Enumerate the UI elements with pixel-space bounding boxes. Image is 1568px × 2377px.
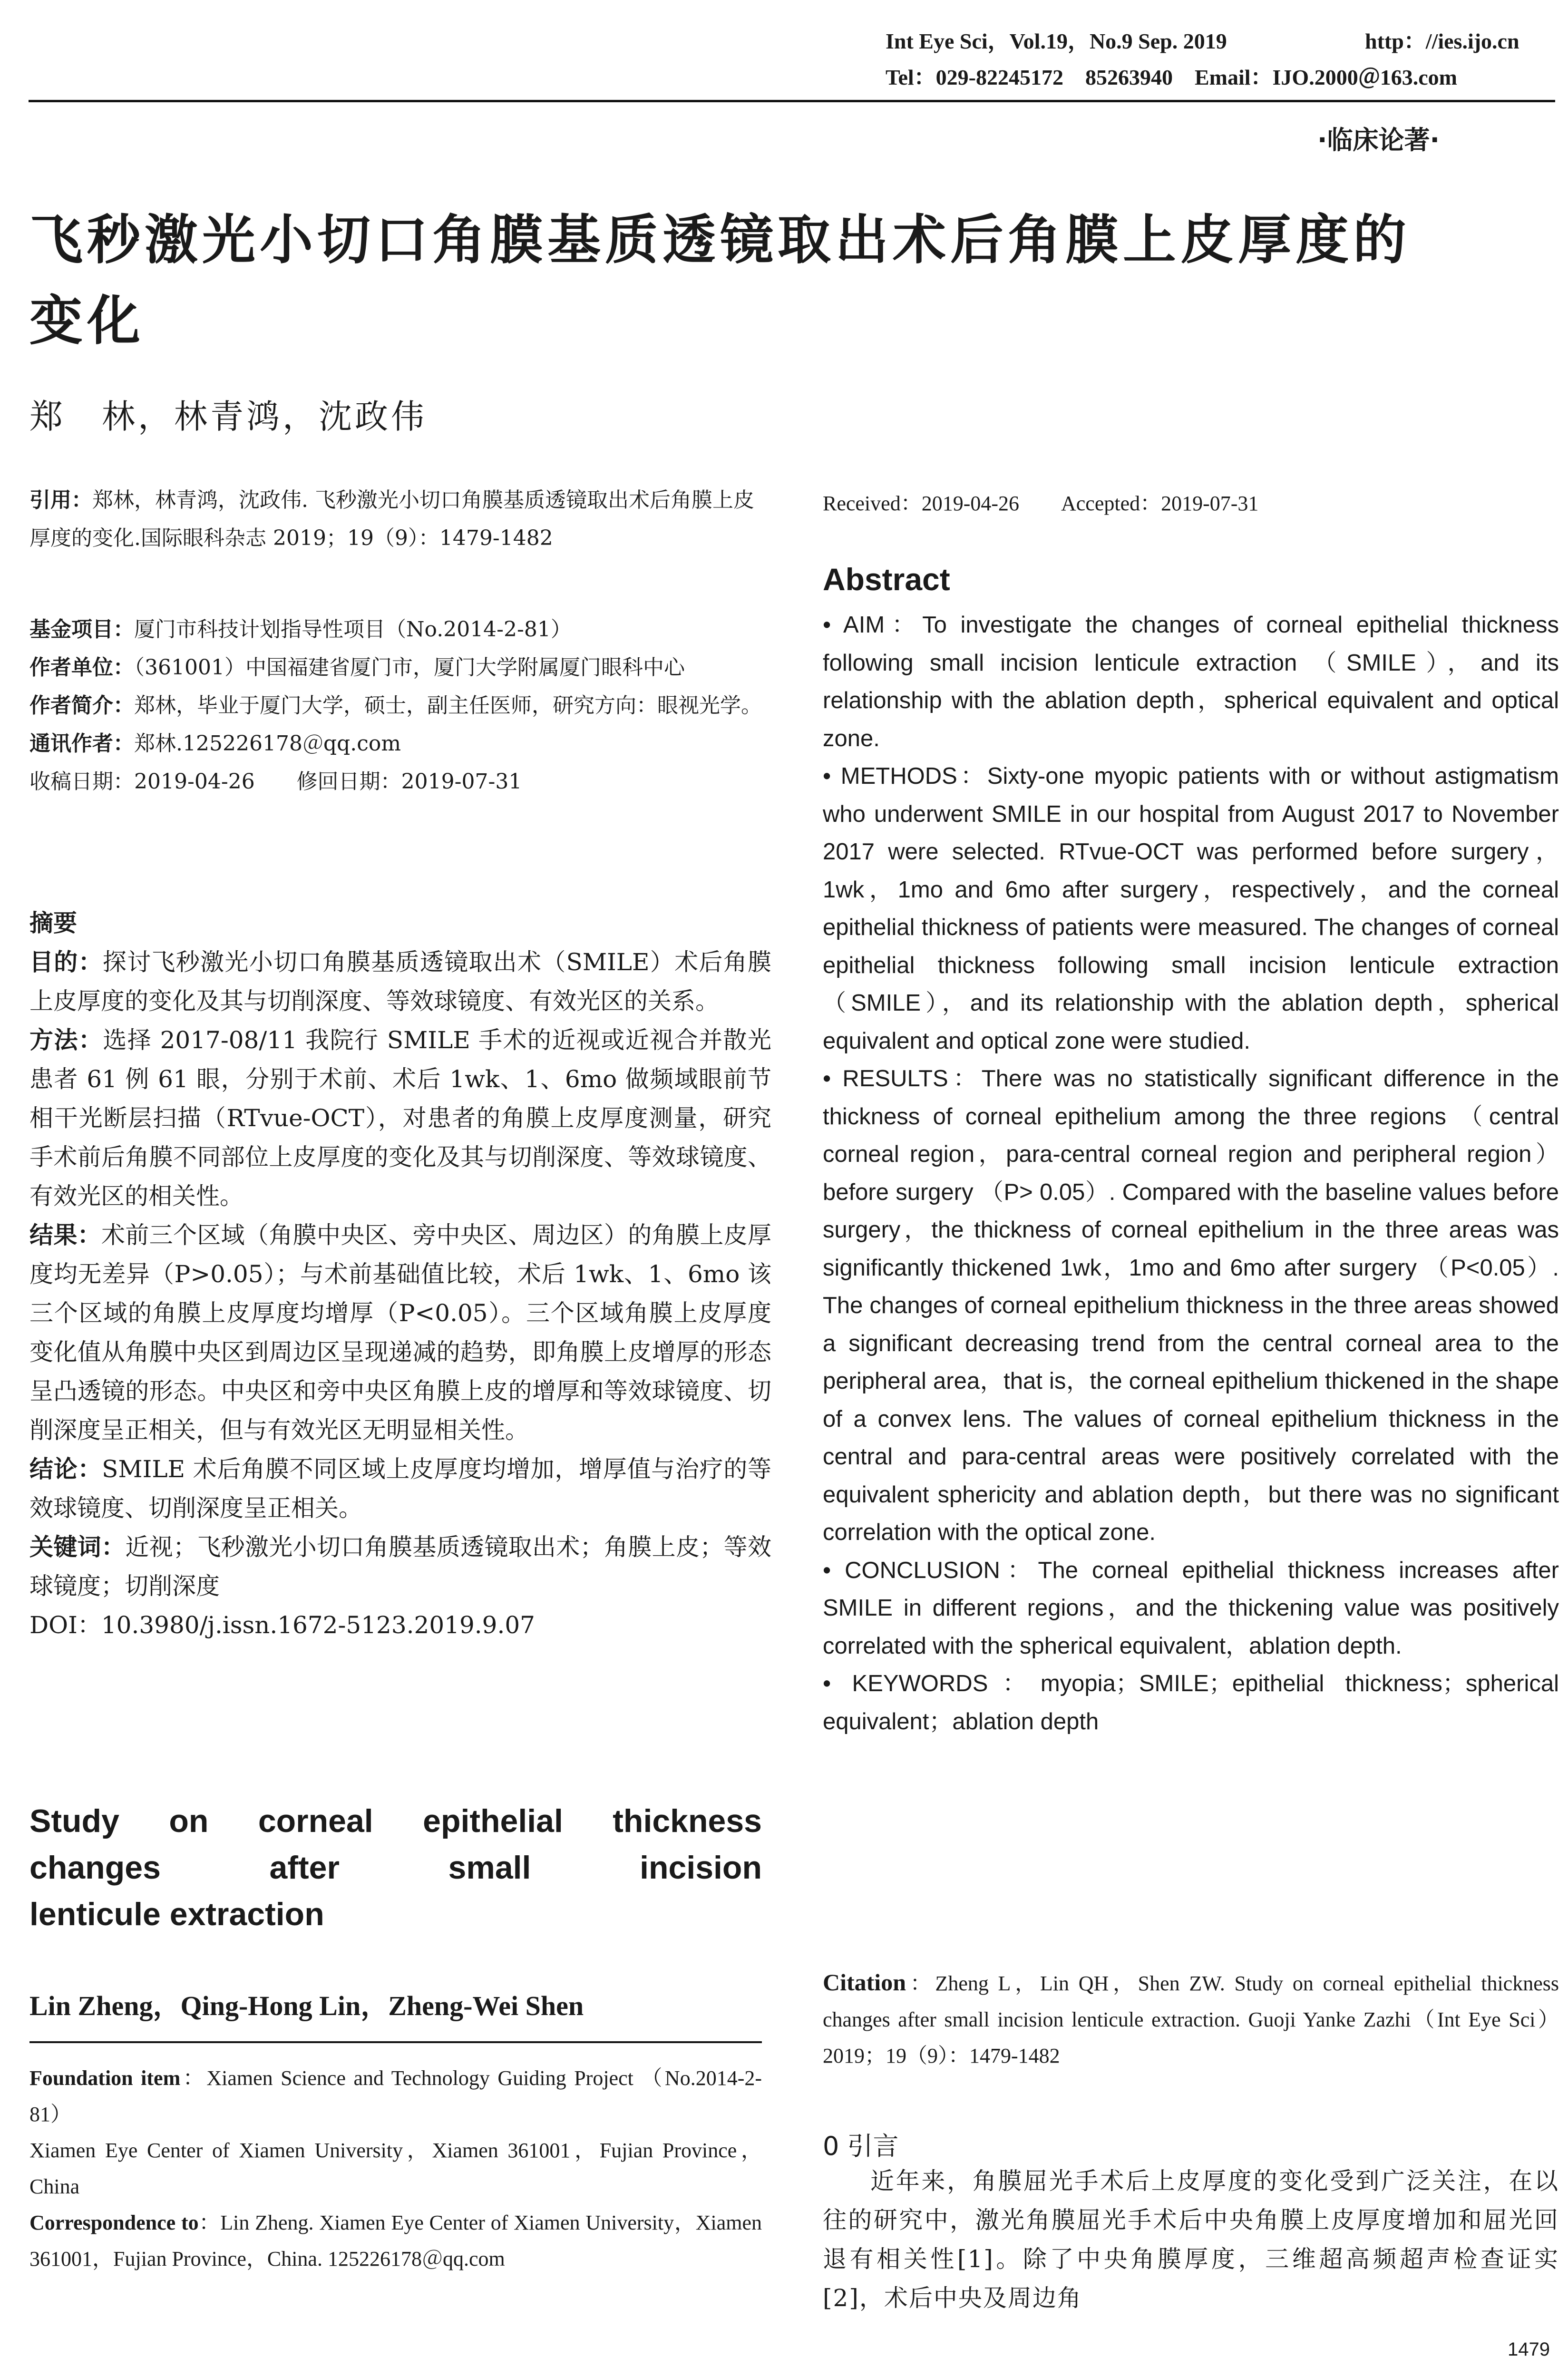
received-accepted: Received：2019-04-26 Accepted：2019-07-31 (823, 492, 1259, 515)
foundation-en: Foundation item：Xiamen Science and Technology Guiding Project （No.2014-2-81） (29, 2066, 762, 2126)
affiliation-en: Xiamen Eye Center of Xiamen University，Xiamen 361001，Fujian Province，China (29, 2139, 762, 2198)
english-title-line-1: Study on corneal epithelial thickness (29, 1803, 762, 1839)
results-en: • RESULTS：There was no statistically significant difference in the thickness of corneal epithelium among the three regions （central corneal region，para-central corneal region and peripheral region） before surgery （P> 0.05）. Compared with the baseline values before surgery，the thickness of corneal epithelium in the three areas was significantly thickened 1wk，1mo and 6mo after surgery （P<0.05）. The changes of corneal epithelium thickness in the three areas showed a significant decreasing trend from the central corneal area to the peripheral area，that is，the corneal epithelium thickened in the shape of a convex lens. The values of corneal epithelium thickness in the central and para-central areas were positively correlated with the equivalent sphericity and ablation depth，but there was no significant correlation with the optical zone. (823, 1066, 1559, 1545)
fund-cn: 基金项目：厦门市科技计划指导性项目（No.2014-2-81） (29, 617, 572, 642)
introduction (823, 2162, 1559, 2318)
correspondence-en: Correspondence to：Lin Zheng. Xiamen Eye Center of Xiamen University，Xiamen 361001，Fujian Province，China. 125226178＠qq.com (29, 2211, 762, 2270)
title-line-1: 飞秒激光小切口角膜基质透镜取出术后角膜上皮厚度的 (29, 209, 1411, 271)
aim-en: • AIM：To investigate the changes of corneal epithelial thickness following small incision lenticule extraction （SMILE），and its relationship with the ablation depth，spherical equivalent and optical zone. (823, 612, 1559, 751)
header-rule (29, 100, 1555, 102)
section-tag: ·临床论著· (1317, 125, 1440, 155)
citation-cn: 引用：郑林，林青鸿，沈政伟. 飞秒激光小切口角膜基质透镜取出术后角膜上皮厚度的变化.国际眼科杂志 2019；19（9）：1479-1482 (29, 488, 754, 550)
keywords-cn: 关键词：近视；飞秒激光小切口角膜基质透镜取出术；角膜上皮；等效球镜度；切削深度 (29, 1533, 772, 1600)
results-cn: 结果：术前三个区域（角膜中央区、旁中央区、周边区）的角膜上皮厚度均无差异（P>0.05）；与术前基础值比较，术后 1wk、1、6mo 该三个区域的角膜上皮厚度均增厚（P<0.05）。三个区域角膜上皮厚度变化值从角膜中央区到周边区呈现递减的趋势，即角膜上皮增厚的形态呈凸透镜的形态。中央区和旁中央区角膜上皮的增厚和等效球镜度、切削深度呈正相关，但与有效光区无明显相关性。 (29, 1221, 771, 1444)
citation-en-label: Citation (823, 1969, 906, 1996)
methods-cn: 方法：选择 2017-08/11 我院行 SMILE 手术的近视或近视合并散光患者 61 例 61 眼，分别于术前、术后 1wk、1、6mo 做频域眼前节相干光断层扫描（RTvue-OCT），对患者的角膜上皮厚度测量，研究手术前后角膜不同部位上皮厚度的变化及其与切削深度、等效球镜度、有效光区的相关性。 (29, 1026, 771, 1210)
dates-cn: 收稿日期：2019-04-26 修回日期：2019-07-31 (29, 770, 522, 794)
conclusion-cn: 结论：SMILE 术后角膜不同区域上皮厚度均增加，增厚值与治疗的等效球镜度、切削深度呈正相关。 (29, 1455, 772, 1522)
corr-cn: 通讯作者：郑林.125226178＠qq.com (29, 731, 401, 756)
journal-url: http：//ies.ijo.cn (1365, 29, 1519, 53)
english-title-line-2: changes after small incision (29, 1850, 762, 1886)
article-title (29, 200, 1561, 361)
abstract-cn-heading: 摘要 (29, 909, 77, 937)
section-0-heading: 0 引言 (823, 2131, 899, 2161)
title-line-2: 变化 (29, 290, 145, 352)
citation-en: Citation：Zheng L，Lin QH，Shen ZW. Study on corneal epithelial thickness changes after small incision lenticule extraction. Guoji Yanke Zazhi（Int Eye Sci） 2019；19（9）：1479-1482 (823, 1969, 1559, 2067)
authors-rule (29, 2041, 762, 2043)
keywords-en: • KEYWORDS：myopia；SMILE；epithelial thickness；spherical equivalent；ablation depth (823, 1671, 1559, 1734)
english-authors: Lin Zheng，Qing-Hong Lin，Zheng-Wei Shen (29, 1990, 584, 2021)
journal-info: Int Eye Sci，Vol.19，No.9 Sep. 2019 (886, 29, 1227, 53)
citation-label: 引用： (29, 488, 92, 512)
intro-paragraph: 近年来，角膜屈光手术后上皮厚度的变化受到广泛关注，在以往的研究中，激光角膜屈光手术后中央角膜上皮厚度增加和屈光回退有相关性[1]。除了中央角膜厚度，三维超高频超声检查证实[2]，术后中央及周边角 (823, 2167, 1559, 2312)
conclusion-en: • CONCLUSION：The corneal epithelial thickness increases after SMILE in different regions，and the thickening value was positively correlated with the spherical equivalent，ablation depth. (823, 1557, 1559, 1659)
english-title-line-3: lenticule extraction (29, 1896, 324, 1932)
bio-cn: 作者简介：郑林，毕业于厦门大学，硕士，副主任医师，研究方向：眼视光学。 (29, 693, 762, 718)
doi: DOI：10.3980/j.issn.1672-5123.2019.9.07 (29, 1611, 535, 1639)
authors-cn: 郑 林，林青鸿，沈政伟 (29, 397, 427, 436)
abstract-en (823, 606, 1559, 1741)
aim-cn: 目的：探讨飞秒激光小切口角膜基质透镜取出术（SMILE）术后角膜上皮厚度的变化及其与切削深度、等效球镜度、有效光区的关系。 (29, 948, 772, 1015)
methods-en: • METHODS：Sixty-one myopic patients with or without astigmatism who underwent SMILE in our hospital from August 2017 to November 2017 were selected. RTvue-OCT was performed before surgery，1wk，1mo and 6mo after surgery，respectively，and the corneal epithelial thickness of patients were measured. The changes of corneal epithelial thickness following small incision lenticule extraction （SMILE），and its relationship with the ablation depth，spherical equivalent and optical zone were studied. (823, 763, 1559, 1054)
abstract-cn (29, 904, 771, 1645)
abstract-heading: Abstract (823, 562, 950, 597)
english-title (29, 1798, 762, 1938)
english-footnotes (29, 2060, 762, 2277)
journal-contact: Tel：029-82245172 85263940 Email：IJO.2000＠163.com (886, 65, 1457, 89)
unit-cn: 作者单位：（361001）中国福建省厦门市，厦门大学附属厦门眼科中心 (29, 655, 685, 680)
page-number: 1479 (1508, 2339, 1550, 2360)
metadata-cn (29, 481, 771, 801)
